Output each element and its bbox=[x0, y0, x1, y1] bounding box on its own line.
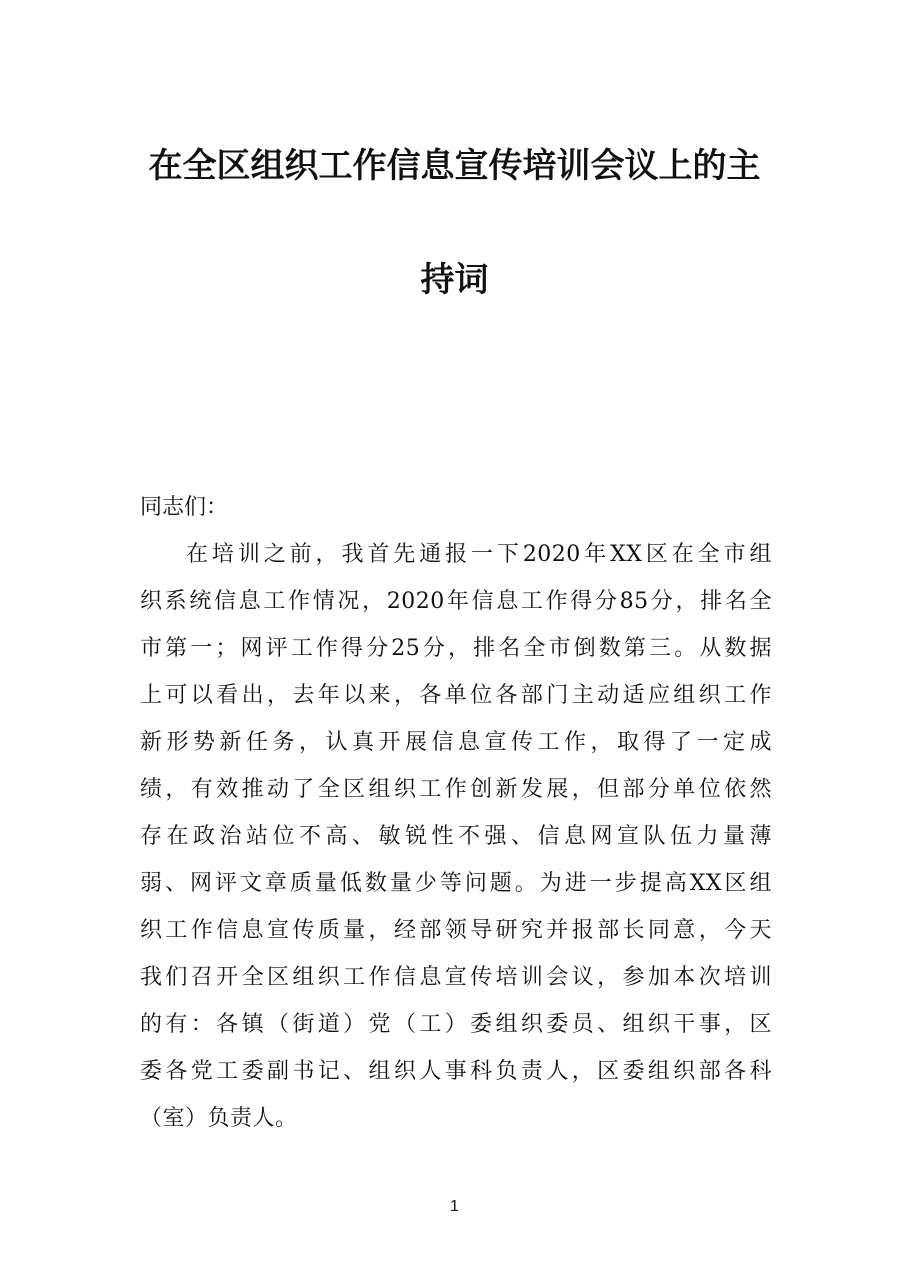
paragraph-line: 我们召开全区组织工作信息宣传培训会议，参加本次培训 bbox=[140, 965, 772, 990]
paragraph-line: 弱、网评文章质量低数量少等问题。为进一步提高XX区组 bbox=[140, 871, 772, 896]
paragraph-line: 存在政治站位不高、敏锐性不强、信息网宣队伍力量薄 bbox=[140, 824, 772, 849]
paragraph-line: 织系统信息工作情况，2020年信息工作得分85分，排名全 bbox=[140, 589, 772, 614]
paragraph-line: 织工作信息宣传质量，经部领导研究并报部长同意，今天 bbox=[140, 918, 772, 943]
document-title-line-2: 持词 bbox=[420, 260, 489, 300]
paragraph-line: 市第一；网评工作得分25分，排名全市倒数第三。从数据 bbox=[140, 636, 772, 661]
paragraph-line: 新形势新任务，认真开展信息宣传工作，取得了一定成 bbox=[140, 730, 772, 755]
paragraph-line: 上可以看出，去年以来，各单位各部门主动适应组织工作 bbox=[140, 683, 772, 708]
body-paragraph bbox=[140, 535, 772, 1146]
salutation: 同志们： bbox=[140, 495, 229, 520]
paragraph-line: 绩，有效推动了全区组织工作创新发展，但部分单位依然 bbox=[140, 777, 772, 802]
paragraph-line: 的有：各镇（街道）党（工）委组织委员、组织干事，区 bbox=[140, 1012, 772, 1037]
document-title-line-1: 在全区组织工作信息宣传培训会议上的主 bbox=[148, 146, 761, 186]
paragraph-line: 在培训之前，我首先通报一下2020年XX区在全市组 bbox=[186, 542, 772, 567]
paragraph-line: （室）负责人。 bbox=[140, 1106, 298, 1131]
page-number: 1 bbox=[450, 1198, 459, 1215]
paragraph-line: 委各党工委副书记、组织人事科负责人，区委组织部各科 bbox=[140, 1059, 772, 1084]
